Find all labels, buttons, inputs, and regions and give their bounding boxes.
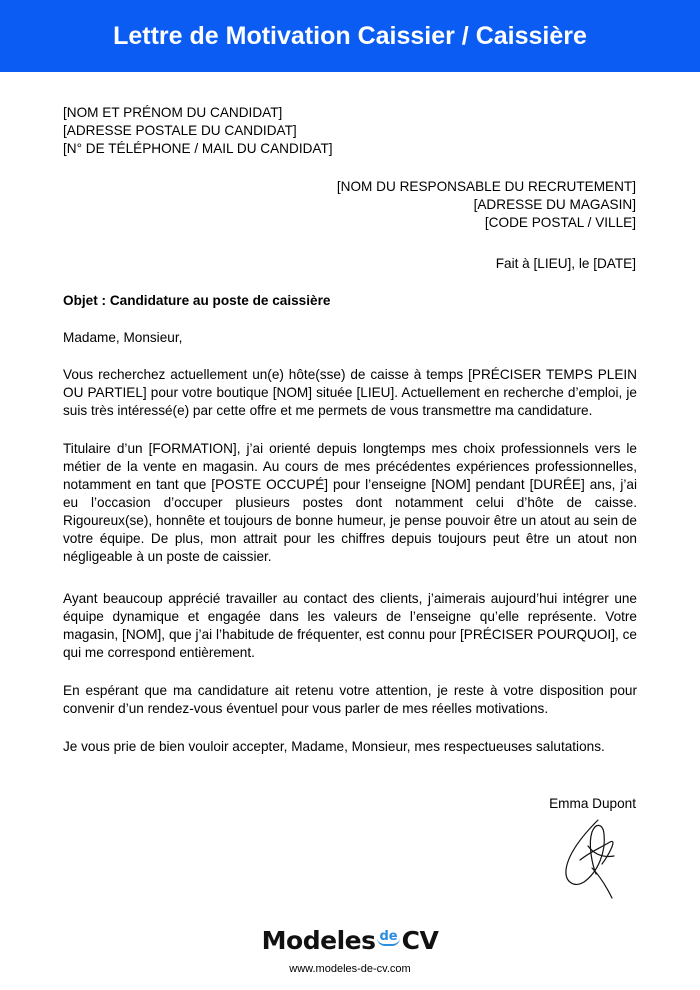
logo-text-modeles: Modeles: [261, 925, 376, 955]
closing-paragraph: Je vous prie de bien vouloir accepter, Madame, Monsieur, mes respectueuses salutations.: [63, 739, 605, 754]
handwritten-signature: [548, 812, 638, 902]
sender-contact: [N° DE TÉLÉPHONE / MAIL DU CANDIDAT]: [63, 141, 333, 156]
logo-text-cv: CV: [401, 925, 439, 955]
page-title: Lettre de Motivation Caissier / Caissière: [113, 21, 587, 50]
recipient-address: [ADRESSE DU MAGASIN]: [473, 197, 636, 212]
subject-line: Objet : Candidature au poste de caissière: [63, 293, 331, 308]
sender-address-block: [63, 104, 333, 158]
body-paragraph: Ayant beaucoup apprécié travailler au contact des clients, j’aimerais aujourd’hui intégrer une équipe dynamique et engagée dans les valeurs de l’enseigne qu’elle représente. Votre magasin, [NOM], que j’ai l’habitude de fréquenter, est connu pour [PRÉCISER POURQUOI], ce qui me correspond entièrement.: [63, 591, 637, 660]
body-paragraph: Vous recherchez actuellement un(e) hôte(sse) de caisse à temps [PRÉCISER TEMPS PLEIN OU PARTIEL] pour votre boutique [NOM] située [LIEU]. Actuellement en recherche d’emploi, je suis très intéressé(e) par cette offre et me permets de vous transmettre ma candidature.: [63, 367, 637, 418]
date-line: Fait à [LIEU], le [DATE]: [495, 256, 636, 271]
recipient-city: [CODE POSTAL / VILLE]: [484, 215, 636, 230]
signer-name: Emma Dupont: [549, 796, 636, 811]
site-logo: [0, 922, 700, 958]
logo-text-de: de: [379, 928, 398, 944]
salutation: Madame, Monsieur,: [63, 330, 183, 345]
recipient-name: [NOM DU RESPONSABLE DU RECRUTEMENT]: [336, 179, 636, 194]
sender-name: [NOM ET PRÉNOM DU CANDIDAT]: [63, 105, 283, 120]
title-banner: [0, 0, 700, 72]
website-url[interactable]: www.modeles-de-cv.com: [289, 963, 411, 975]
recipient-address-block: [337, 178, 636, 232]
sender-address: [ADRESSE POSTALE DU CANDIDAT]: [63, 123, 297, 138]
body-paragraph: Titulaire d’un [FORMATION], j’ai orienté depuis longtemps mes choix professionnels vers le métier de la vente en magasin. Au cours de mes précédentes expériences professionnelles, notamment en tant que [POSTE OCCUPÉ] pour l’enseigne [NOM] pendant [DURÉE] ans, j’ai eu l’occasion d’occuper plusieurs postes dont notamment celui d’hôte de caisse. Rigoureux(se), honnête et toujours de bonne humeur, je pense pouvoir être un atout au sein de votre équipe. De plus, mon attrait pour les chiffres depuis toujours peut être un atout non négligeable à un poste de caissier.: [63, 441, 637, 564]
body-paragraph: En espérant que ma candidature ait retenu votre attention, je reste à votre disposition pour convenir d’un rendez-vous éventuel pour vous parler de mes réelles motivations.: [63, 683, 637, 716]
